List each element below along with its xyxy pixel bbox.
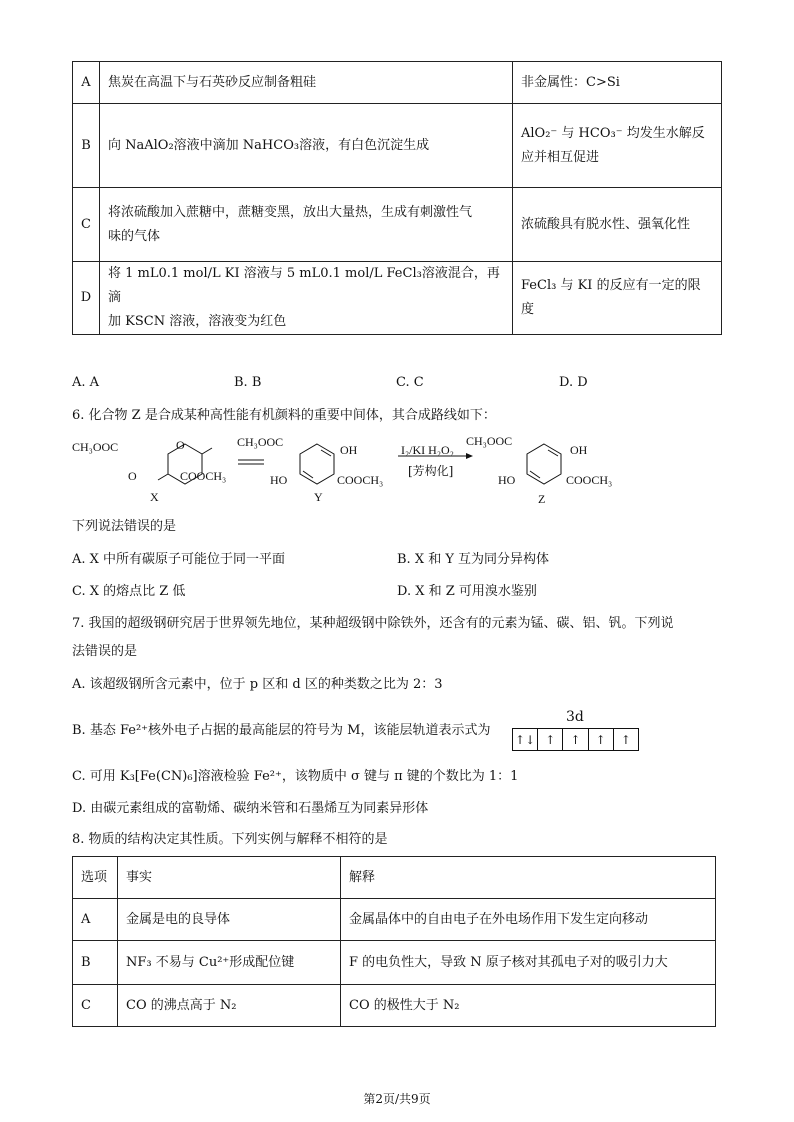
table-row (73, 262, 722, 335)
fact-cell: 焦炭在高温下与石英砂反应制备粗硅 (100, 62, 513, 104)
y-bottom-group: COOCH₃ (337, 473, 384, 487)
q6-option-b: B. X 和 Y 互为同分异构体 (397, 552, 550, 567)
orbital-box: ↑ (538, 729, 563, 750)
condition-text: [芳构化] (408, 464, 454, 478)
table-header-row (73, 857, 716, 899)
q6-option-a: A. X 中所有碳原子可能位于同一平面 (72, 552, 286, 567)
answer-table (72, 61, 722, 335)
option-c: C. C (396, 375, 424, 390)
table-row (73, 899, 716, 941)
option-d: D. D (559, 375, 588, 390)
reason-line: 应并相互促进 (521, 149, 600, 165)
q7-option-c: C. 可用 K₃[Fe(CN)₆]溶液检验 Fe²⁺，该物质中 σ 键与 π 键的个数比为 1：1 (72, 769, 519, 784)
row-label: D (73, 262, 100, 335)
reason-cell: 浓硫酸具有脱水性、强氧化性 (513, 188, 722, 262)
table-cell: B (73, 941, 118, 985)
arrow-head (466, 453, 473, 459)
ring-y (300, 444, 334, 484)
header-cell: 选项 (73, 857, 118, 899)
option-a: A. A (72, 375, 100, 390)
z-oh: OH (570, 443, 588, 457)
reason-cell (513, 104, 722, 188)
y-top-group: CH₃OOC (237, 435, 284, 449)
reason-line: FeCl₃ 与 KI 的反应有一定的限 (521, 278, 701, 293)
fact-line: 味的气体 (108, 228, 161, 244)
option-b: B. B (234, 375, 262, 390)
orbital-box: ↑ (620, 732, 631, 747)
question-7-stem: 7. 我国的超级钢研究居于世界领先地位，某种超级钢中除铁外，还含有的元素为锰、碳、铝、钒。下列说 (72, 616, 674, 631)
question-6-prompt: 下列说法错误的是 (72, 519, 177, 534)
bond (202, 448, 212, 454)
reason-line: 度 (521, 302, 535, 317)
x-oxygen: O (176, 438, 185, 452)
y-ho: HO (270, 473, 288, 487)
row-label: B (73, 104, 100, 188)
table-cell: 金属是电的良导体 (118, 899, 341, 941)
x-bottom-group: COOCH₃ (180, 469, 227, 483)
header-cell: 解释 (341, 857, 716, 899)
table-row (73, 188, 722, 262)
reagent-text: I₂/KI H₂O₂ (401, 443, 454, 457)
z-bottom-group: COOCH₃ (566, 473, 613, 487)
table-cell: NF₃ 不易与 Cu²⁺形成配位键 (118, 941, 341, 985)
fact-cell: 向 NaAlO₂溶液中滴加 NaHCO₃溶液，有白色沉淀生成 (100, 104, 513, 188)
orbital-box: ↑↓ (513, 729, 538, 750)
table-cell: CO 的极性大于 N₂ (341, 985, 716, 1027)
z-ho: HO (498, 473, 516, 487)
y-oh: OH (340, 443, 358, 457)
fact-line: 将浓硫酸加入蔗糖中，蔗糖变黑，放出大量热，生成有刺激性气 (108, 204, 473, 220)
row-label: C (73, 188, 100, 262)
q7-option-d: D. 由碳元素组成的富勒烯、碳纳米管和石墨烯互为同素异形体 (72, 801, 429, 816)
table-cell: F 的电负性大，导致 N 原子核对其孤电子对的吸引力大 (341, 941, 716, 985)
reason-line: AlO₂⁻ 与 HCO₃⁻ 均发生水解反 (521, 125, 705, 141)
fact-cell (100, 262, 513, 335)
x-top-group: CH₃OOC (72, 440, 119, 454)
ring-z (527, 444, 561, 484)
table-cell: A (73, 899, 118, 941)
orbital-diagram (512, 728, 639, 751)
q7-option-b: B. 基态 Fe²⁺核外电子占据的最高能层的符号为 M，该能层轨道表示式为 (72, 723, 491, 738)
orbital-box: ↑ (589, 729, 614, 750)
label-y: Y (314, 490, 323, 504)
table-row (73, 104, 722, 188)
table-cell: CO 的沸点高于 N₂ (118, 985, 341, 1027)
z-top-group: CH₃OOC (466, 434, 513, 448)
row-label: A (73, 62, 100, 104)
question-6-stem: 6. 化合物 Z 是合成某种高性能有机颜料的重要中间体，其合成路线如下： (72, 408, 496, 423)
header-cell: 事实 (118, 857, 341, 899)
reason-cell (513, 262, 722, 335)
label-z: Z (538, 492, 546, 506)
question-7-stem-cont: 法错误的是 (72, 644, 138, 659)
page-footer: 第2页/共9页 (363, 1092, 431, 1106)
table-row (73, 985, 716, 1027)
x-oxygen: O (128, 469, 137, 483)
q6-option-c: C. X 的熔点比 Z 低 (72, 584, 186, 599)
orbital-box: ↑ (563, 729, 588, 750)
q6-option-d: D. X 和 Z 可用溴水鉴别 (397, 584, 537, 599)
orbital-label: 3d (566, 709, 584, 725)
q7-option-a: A. 该超级钢所含元素中，位于 p 区和 d 区的种类数之比为 2：3 (72, 677, 443, 692)
fact-line: 加 KSCN 溶液，溶液变为红色 (108, 314, 287, 329)
bond (158, 474, 168, 480)
table-row (73, 62, 722, 104)
fact-cell (100, 188, 513, 262)
fact-line: 将 1 mL0.1 mol/L KI 溶液与 5 mL0.1 mol/L FeCl₃溶液混合，再滴 (108, 266, 500, 305)
table-cell: 金属晶体中的自由电子在外电场作用下发生定向移动 (341, 899, 716, 941)
table-row (73, 941, 716, 985)
q8-table (72, 856, 716, 1027)
question-8-stem: 8. 物质的结构决定其性质。下列实例与解释不相符的是 (72, 832, 388, 847)
label-x: X (150, 490, 159, 504)
table-cell: C (73, 985, 118, 1027)
reason-cell: 非金属性：C>Si (513, 62, 722, 104)
